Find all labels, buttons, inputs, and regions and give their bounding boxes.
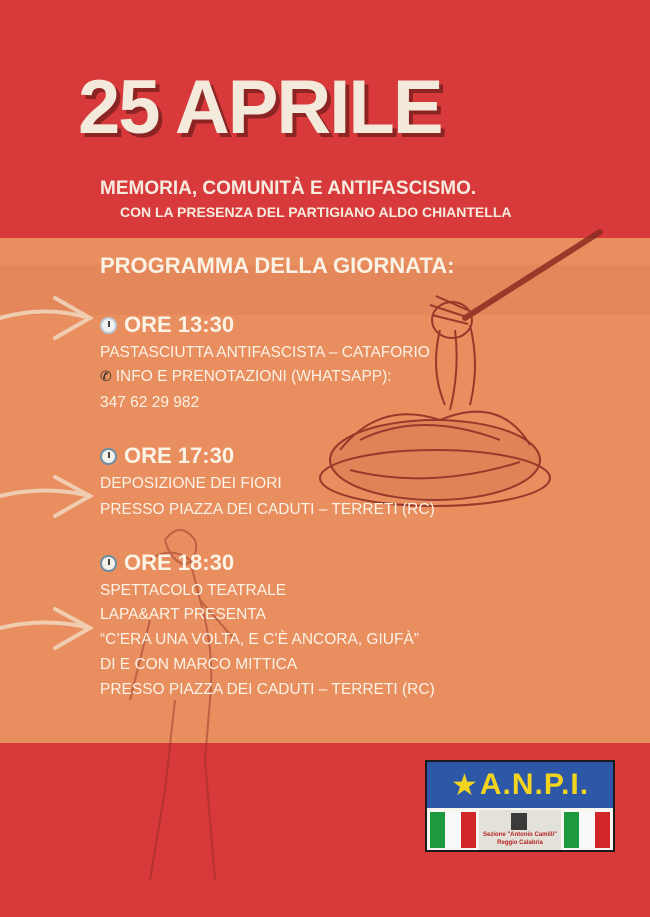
event-line: PRESSO PIAZZA DEI CADUTI – TERRETI (RC)	[100, 681, 435, 698]
event-time-label: ORE 13:30	[124, 312, 235, 337]
star-icon: ★	[450, 768, 478, 802]
event-line: DEPOSIZIONE DEI FIORI	[100, 475, 282, 492]
page-title: 25 APRILE	[78, 65, 442, 150]
event-time-label: ORE 17:30	[124, 443, 235, 468]
program-heading: PROGRAMMA DELLA GIORNATA:	[100, 253, 455, 278]
phone-icon: ✆	[100, 368, 112, 384]
event-line: SPETTACOLO TEATRALE	[100, 582, 287, 599]
clock-icon	[100, 555, 117, 572]
event-line: DI E CON MARCO MITTICA	[100, 656, 298, 673]
event-time-1	[100, 312, 234, 338]
anpi-name: A.N.P.I.	[479, 768, 590, 801]
anpi-section-panel	[479, 810, 561, 850]
event-line: “C’ERA UNA VOLTA, E C’È ANCORA, GIUFÀ”	[100, 631, 419, 648]
event-line-text: INFO E PRENOTAZIONI (WHATSAPP):	[115, 368, 392, 385]
anpi-section-city: Reggio Calabria	[497, 840, 543, 846]
arrow-icon	[0, 298, 90, 338]
event-time-label: ORE 18:30	[124, 550, 235, 575]
italian-flag-right	[564, 812, 610, 848]
portrait-image	[511, 813, 527, 830]
clock-icon	[100, 448, 117, 465]
event-line: PRESSO PIAZZA DEI CADUTI – TERRETI (RC)	[100, 501, 435, 518]
anpi-logo	[425, 760, 615, 852]
event-time-3	[100, 550, 234, 576]
anpi-section-name: Sezione "Antonio Camilli"	[482, 832, 558, 838]
event-line-phone: 347 62 29 982	[100, 394, 200, 411]
event-line-contact	[100, 368, 392, 386]
subtitle-guest: CON LA PRESENZA DEL PARTIGIANO ALDO CHIANTELLA	[120, 204, 512, 220]
arrow-icon	[0, 609, 90, 648]
anpi-banner	[427, 762, 613, 808]
subtitle: MEMORIA, COMUNITÀ E ANTIFASCISMO.	[100, 178, 477, 199]
arrow-icon	[0, 477, 90, 516]
event-line: PASTASCIUTTA ANTIFASCISTA – CATAFORIO	[100, 344, 430, 361]
clock-icon	[100, 317, 117, 334]
event-line: LAPA&ART PRESENTA	[100, 606, 266, 623]
italian-flag-left	[430, 812, 476, 848]
event-time-2	[100, 443, 234, 469]
